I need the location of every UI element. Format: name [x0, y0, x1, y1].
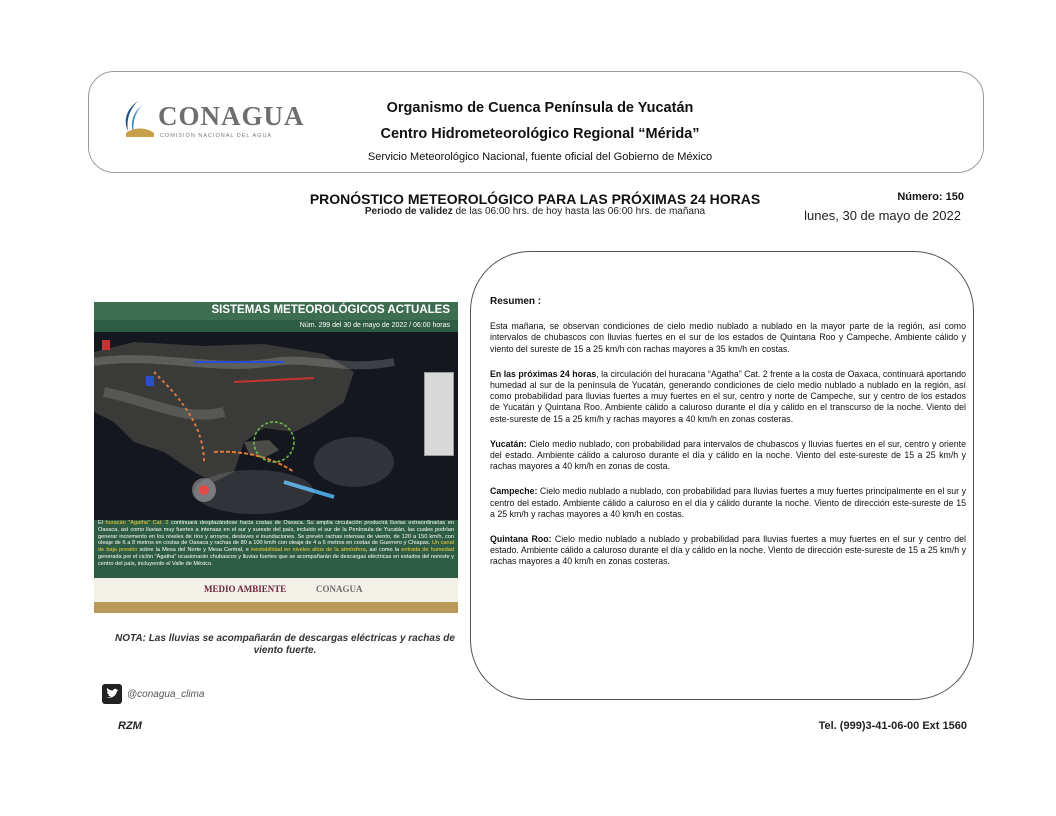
service-name: Servicio Meteorológico Nacional, fuente oficial del Gobierno de México [367, 151, 713, 163]
forecast-number: Número: 150 [897, 191, 964, 203]
twitter-bird-icon [102, 684, 122, 704]
satellite-map-graphic [94, 332, 458, 520]
forecast-date: lunes, 30 de mayo de 2022 [804, 208, 961, 223]
panel-subtitle: Núm. 299 del 30 de mayo de 2022 / 06:00 horas [299, 322, 450, 329]
summary-current: Esta mañana, se observan condiciones de cielo medio nublado a nublado en la mayor parte de la región, así como intervalos de chubascos con lluvias fuertes en el sur de los estados de Quintana Roo y Campeche. Ambiente cálido y viento del sureste de 15 a 25 km/h con rachas mayores a 35 km/h en costas. [490, 321, 966, 354]
conagua-small-logo: CONAGUA [316, 584, 363, 594]
forecast-title: PRONÓSTICO METEOROLÓGICO PARA LAS PRÓXIMAS 24 HORAS [309, 191, 761, 207]
map-legend [424, 372, 454, 456]
validity-text: de las 06:00 hrs. de hoy hasta las 06:00 hrs. de mañana [452, 206, 706, 217]
summary-title: Resumen : [490, 296, 542, 307]
organization-name: Organismo de Cuenca Península de Yucatán [386, 100, 694, 116]
summary-24h: En las próximas 24 horas, la circulación del huracana “Agatha” Cat. 2 frente a la costa de Oaxaca, continuará aportando humedad al sur de la península de Yucatán, generando condiciones de cielo medio nublado a nublado en la región, así como probabilidad para lluvias fuertes a muy fuertes en el sur, centro y norte de Campeche, sur y centro de los estados de Yucatán y Quintana Roo. Ambiente cálido a caluroso durante el día y cálido en el transcurso de la noche. Viento del este-sureste de 15 a 25 km/h y rachas mayores a 40 km/h en zonas costeras. [490, 368, 966, 424]
note-text: NOTA: Las lluvias se acompañarán de descargas eléctricas y rachas de viento fuerte. [115, 633, 455, 656]
validity-period [290, 206, 780, 217]
panel-title: SISTEMAS METEOROLÓGICOS ACTUALES [94, 302, 458, 320]
logo-subtitle: COMISIÓN NACIONAL DEL AGUA [160, 133, 273, 139]
conagua-logo [118, 97, 318, 147]
summary-quintana-roo: Quintana Roo: Cielo medio nublado a nublado y probabilidad para lluvias fuertes a muy fuertes en el sur y centro del estado. Ambiente cálido a caluroso durante el día y cálido en la noche. Viento de dirección este-sureste de 15 a 25 km/h y rachas mayores a 40 km/h en zonas costeras. [490, 534, 966, 567]
validity-label: Periodo de validez [364, 206, 453, 217]
author-initials: RZM [118, 720, 142, 732]
satellite-map [94, 332, 458, 520]
weather-systems-panel [94, 302, 458, 613]
summary-campeche: Campeche: Cielo medio nublado a nublado, con probabilidad para lluvias fuertes a muy fuertes principalmente en el sur y centro del estado. Ambiente cálido a caluroso en el día y cálido durante la noche. Viento de dirección este-sureste de 15 a 25 km/h y rachas mayores a 40 km/h en costas. [490, 486, 966, 519]
summary-content [490, 296, 966, 582]
logo-wordmark: CONAGUA [158, 101, 305, 131]
summary-yucatan: Yucatán: Cielo medio nublado, con probabilidad para intervalos de chubascos y lluvias fuertes en el sur, centro y oriente del estado. Ambiente cálido a caluroso durante el día y cálido en la noche. Viento del este-sureste de 15 a 25 km/h y rachas mayores a 40 km/h en zonas de costa. [490, 438, 966, 472]
panel-description: El huracán "Agatha" Cat. 2 continuará desplazándose hacia costas de Oaxaca. Su amplia circulación producirá lluvias extraordinarias en Oaxaca, así como lluvias muy fuertes a intensas en el sur y sureste del país, incluido el sur de la Península de Yucatán, las cuales podrían generar incremento en los niveles de ríos y arroyos, deslaves e inundaciones. Se prevén rachas intensas de viento, de 120 a 150 km/h, con oleaje de 6 a 8 metros en costas de Oaxaca y rachas de 80 a 100 km/h con oleaje de 4 a 6 metros en costas de Guerrero y Chiapas. Un canal de baja presión sobre la Mesa del Norte y Mesa Central, e inestabilidad en niveles altos de la atmósfera, así como la entrada de humedad generada por el ciclón "Agatha" ocasionarán chubascos y lluvias fuertes que se acompañarán de descargas eléctricas en estados del noreste y centro del país, incluyendo el Valle de México. [98, 520, 455, 567]
twitter-icon[interactable] [102, 684, 122, 704]
twitter-handle[interactable]: @conagua_clima [127, 689, 205, 700]
panel-bottom-bar [94, 602, 458, 613]
conagua-emblem-icon [118, 97, 158, 141]
center-name: Centro Hidrometeorológico Regional “Mérida” [380, 126, 700, 142]
medio-ambiente-logo: MEDIO AMBIENTE [204, 584, 287, 594]
phone-number: Tel. (999)3-41-06-00 Ext 1560 [818, 720, 967, 732]
panel-logos [94, 578, 458, 602]
